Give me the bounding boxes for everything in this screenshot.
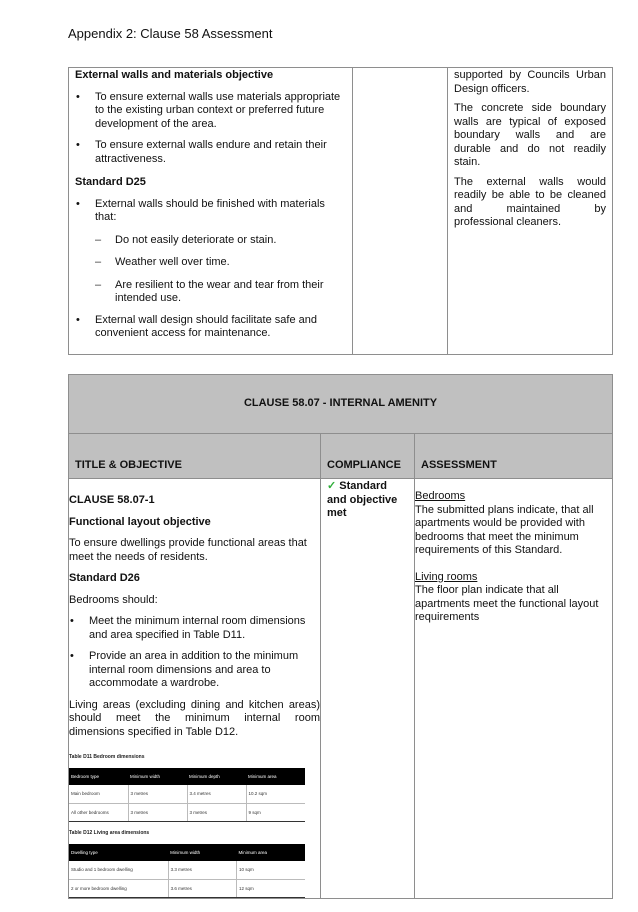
objective-text: To ensure dwellings provide functional areas that meet the needs of residents.	[69, 537, 307, 563]
column-header-title: TITLE & OBJECTIVE	[69, 434, 321, 479]
list-item: • To ensure external walls endure and retain their attractiveness.	[76, 139, 327, 165]
dash-icon: –	[95, 278, 102, 291]
sub-list-item: – Are resilient to the wear and tear from their intended use.	[95, 278, 324, 304]
living-rooms-assessment: The floor plan indicate that all apartments meet the functional layout requirements	[415, 584, 599, 623]
compliance-status: Standard and objective met	[327, 480, 398, 519]
column-header-compliance: COMPLIANCE	[321, 434, 415, 479]
table-d11-title: Table D11 Bedroom dimensions	[69, 754, 145, 760]
living-rooms-heading: Living rooms	[415, 570, 478, 583]
table-d11-header: Bedroom type	[69, 768, 128, 786]
title-objective-cell	[69, 68, 353, 355]
list-item: • To ensure external walls use materials appropriate to the existing urban context or preferred future development of the area.	[76, 90, 341, 130]
table-d11-header: Minimum width	[128, 768, 187, 786]
list-item: • External walls should be finished with materials that: – Do not easily deteriorate or stain. – Weather well over time. – Are resilient to the wear and tear from their intended use.	[75, 198, 346, 306]
table-d12-title: Table D12 Living area dimensions	[69, 830, 150, 836]
bullet-icon: •	[76, 313, 80, 326]
table-d12-header: Dwelling type	[69, 844, 168, 862]
compliance-cell	[353, 68, 448, 355]
bullet-icon: •	[76, 139, 80, 151]
objective-title: External walls and materials objective	[75, 69, 274, 81]
section-heading: CLAUSE 58.07 - INTERNAL AMENITY	[69, 375, 613, 434]
living-areas-text: Living areas (excluding dining and kitchen areas) should meet the minimum internal room dimensions specified in Table D12.	[69, 698, 320, 738]
table-d12	[69, 844, 305, 899]
list-item: • External wall design should facilitate safe and convenient access for maintenance.	[76, 313, 317, 339]
checkmark-icon: ✓	[327, 480, 337, 492]
internal-amenity-table	[68, 374, 613, 899]
bedrooms-intro: Bedrooms should:	[69, 593, 158, 606]
sub-list-item: – Weather well over time.	[95, 256, 230, 268]
assessment-cell: supported by Councils Urban Design officers. The concrete side boundary walls are typical of exposed boundary walls and are durable and do not readily stain. The external walls would readily be able to be cleaned and maintained by professional cleaners.	[448, 68, 613, 355]
table-d11	[69, 768, 305, 823]
table-d11-header: Minimum depth	[187, 768, 246, 786]
bullet-icon: •	[70, 615, 74, 627]
page-header: Appendix 2: Clause 58 Assessment	[68, 26, 273, 41]
standard-title: Standard D26	[69, 572, 140, 584]
column-header-assessment: ASSESSMENT	[415, 434, 613, 479]
table-row	[69, 479, 613, 899]
table-row: All other bedrooms 3 metres 3 metres 9 sqm	[69, 803, 305, 822]
list-item: • Provide an area in addition to the minimum internal room dimensions and area to accommodate a wardrobe.	[70, 650, 299, 689]
list-item: • Meet the minimum internal room dimensions and area specified in Table D11.	[70, 615, 306, 641]
external-walls-table	[68, 67, 613, 355]
table-d11-header: Minimum area	[246, 768, 305, 786]
sub-list-item: – Do not easily deteriorate or stain.	[95, 233, 277, 246]
bullet-icon: •	[76, 90, 80, 103]
dash-icon: –	[95, 256, 102, 268]
bullet-icon: •	[70, 650, 74, 662]
table-row: 2 or more bedroom dwelling 3.6 metres 12 sqm	[69, 879, 305, 898]
table-row: Main bedroom 3 metres 3.4 metres 10.2 sqm	[69, 785, 305, 803]
standard-title: Standard D25	[75, 176, 146, 188]
assessment-cell	[415, 479, 613, 899]
table-row	[69, 68, 613, 355]
bullet-icon: •	[76, 197, 80, 210]
objective-title: Functional layout objective	[69, 515, 211, 528]
table-d12-header: Minimum area	[237, 844, 305, 862]
compliance-cell	[321, 479, 415, 899]
dash-icon: –	[95, 233, 102, 246]
table-d12-header: Minimum width	[168, 844, 236, 862]
bedrooms-heading: Bedrooms	[415, 490, 466, 502]
table-row: Studio and 1 bedroom dwelling 3.3 metres 10 sqm	[69, 861, 305, 879]
clause-code: CLAUSE 58.07-1	[69, 494, 155, 506]
title-objective-cell	[69, 479, 321, 899]
bedrooms-assessment: The submitted plans indicate, that all apartments would be provided with bedrooms that meet the minimum requirements of this Standard.	[415, 503, 594, 556]
